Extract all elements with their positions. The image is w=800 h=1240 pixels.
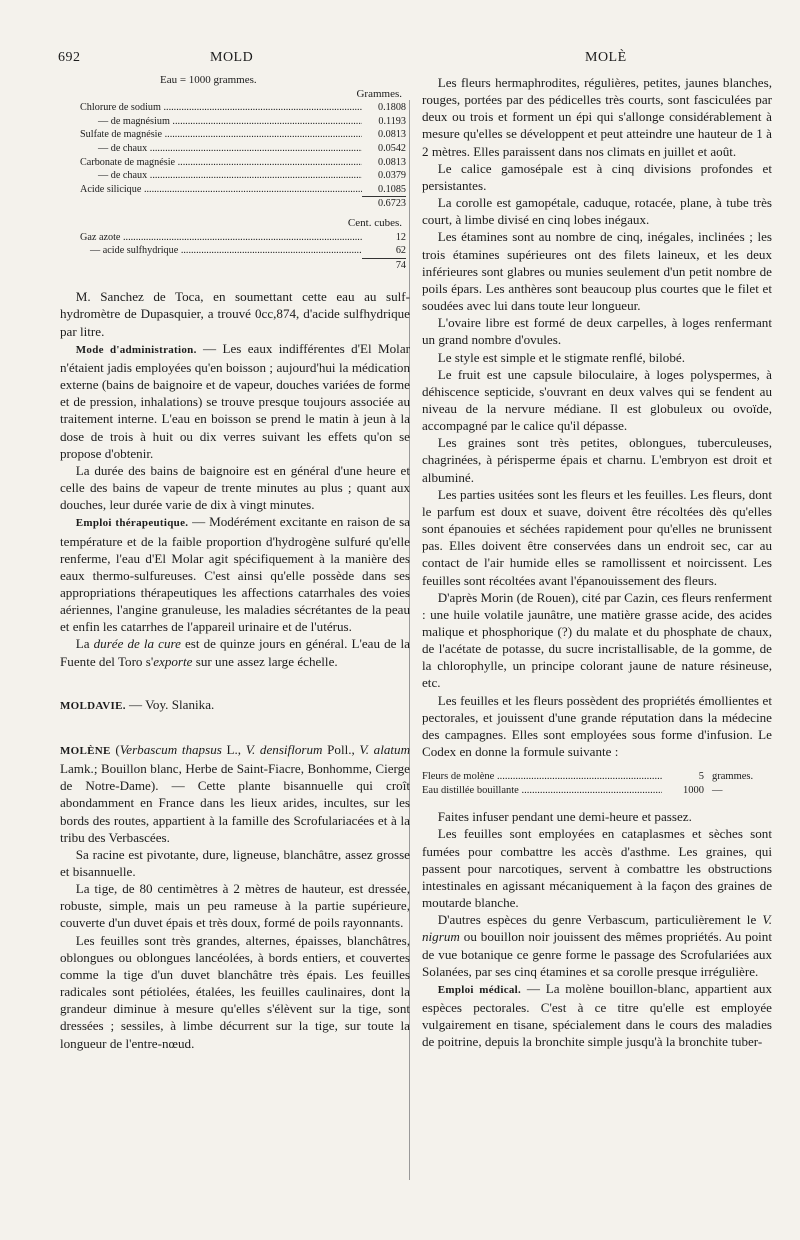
codex-formula (422, 770, 772, 798)
paragraph: La tige, de 80 centimètres à 2 mètres de hauteur, est dressée, robuste, simple, mais un peu rameuse à la partie supérieure, couverte d'un duvet épais et très doux, formé de poils rayonnants. (60, 881, 410, 931)
formula-row: Eau distillée bouillante ..... 1000 — (422, 784, 772, 798)
table-row: — de chaux ..... 0.0542 (80, 142, 406, 156)
paragraph: Le fruit est une capsule biloculaire, à loges polyspermes, à déhiscence septicide, s'ouvrant en deux valves qui se fendent au niveau de la nervure médiane. Il est globuleux ou ovoïde, accompagné par le calice qu'il dépasse. (422, 366, 772, 434)
paragraph: Les fleurs hermaphrodites, régulières, petites, jaunes blanches, rouges, portées par des pédicelles très courts, sont fasciculées par deux ou trois et forment un épi qui s'allonge considérablement à mesure qu'elles se développent et peut atteindre une hauteur de 1 à 2 mètres. Elles paraissent dans nos climats en juillet et août. (422, 75, 772, 159)
paragraph: Emploi médical. — La molène bouillon-blanc, appartient aux espèces pectorales. C'est à ce titre qu'elle est employée vulgairement en tisane, spécialement dans le cours des maladies de poitrine, depuis la bronchite simple jusqu'à la bronchite tuber- (422, 980, 772, 1050)
paragraph: D'autres espèces du genre Verbascum, particulièrement le V. nigrum ou bouillon noir jouissent des mêmes propriétés. Au point de vue botanique ce genre forme le passage des Scrofulariées aux Solanées, par ses cinq étamines et sa corolle presque irrégulière. (422, 912, 772, 979)
paragraph: Les étamines sont au nombre de cinq, inégales, inclinées ; les trois étamines supérieures ont des filets laineux, et les deux inférieures sont glabres ou munies seulement d'un petit nombre de poils épars. Les anthères sont beaucoup plus courtes que le filet et soudées avec lui dans toute leur longueur. (422, 229, 772, 314)
table-row: Acide silicique ..... 0.1085 (80, 183, 406, 197)
entry-heading: MOLDAVIE. (60, 699, 126, 712)
section-heading: Emploi médical. (437, 983, 522, 996)
paragraph: La durée de la cure est de quinze jours en général. L'eau de la Fuente del Toro s'exporte sur une assez large échelle. (60, 636, 410, 669)
running-head-right: MOLÈ (585, 50, 627, 65)
paragraph: Les graines sont très petites, oblongues, tuberculeuses, chagrinées, à périsperme épais et charnu. L'embryon est droit et albuminé. (422, 435, 772, 485)
table-row: Sulfate de magnésie ..... 0.0813 (80, 128, 406, 142)
table-unit-gas: Cent. cubes. (347, 216, 402, 229)
table-row: — acide sulfhydrique ..... 62 (80, 244, 406, 258)
paragraph: L'ovaire libre est formé de deux carpelles, à loges renfermant un grand nombre d'ovules. (422, 315, 772, 348)
table-row: — de chaux ..... 0.0379 (80, 169, 406, 183)
left-column (60, 74, 410, 1052)
paragraph: La corolle est gamopétale, caduque, rotacée, plane, à tube très court, à limbe divisé en cinq lobes inégaux. (422, 195, 772, 228)
paragraph: Mode d'administration. — Les eaux indifférentes d'El Molar n'étaient jadis employées qu'en boisson ; aujourd'hui la médication externe (bains de baignoire et de vapeur, douches variées de forme et de pression, inhalations) se trouve presque toujours associée au traitement interne. L'eau en boisson se prend le matin à jeun à la dose de trois à huit ou dix verres suivant les effets qu'on se propose d'obtenir. (60, 340, 410, 461)
paragraph: Les feuilles sont très grandes, alternes, épaisses, blanchâtres, oblongues ou oblongues lancéolées, à bords entiers, et couvertes comme la tige d'un duvet blanchâtre très épais. Les feuilles radicales sont pétiolées, étalées, les feuilles caulinaires, dont la grandeur diminue à mesure qu'elles s'élèvent sur la tige, sont dressées ; sessiles, à limbe décurrent sur la tige, sur toute la longueur de l'entre-nœud. (60, 932, 410, 1051)
section-heading: Mode d'administration. (75, 343, 197, 356)
page-number: 692 (58, 50, 81, 65)
paragraph: Les parties usitées sont les fleurs et les feuilles. Les fleurs, dont le parfum est doux et suave, doivent être récoltées dès qu'elles sont épanouies et séchées rapidement pour qu'elles ne brunissent pas. Elles doivent être conservées dans un endroit sec, car au contact de l'air humide elles se ramollissent et noircissent. Les feuilles sont récoltées avant l'épanouissement des fleurs. (422, 486, 772, 588)
formula-row: Fleurs de molène ..... 5 grammes. (422, 770, 772, 784)
table-total: 0.6723 (362, 196, 406, 211)
paragraph: D'après Morin (de Rouen), cité par Cazin, ces fleurs renferment : une huile volatile jaunâtre, une matière grasse acide, des acides malique et phosphorique (?) du malate et du phosphate de chaux, de l'acétate de potasse, du sucre incristallisable, de la gomme, de la chlorophylle, un principe colorant jaune de nature résineuse, etc. (422, 589, 772, 691)
paragraph: Les feuilles sont employées en cataplasmes et sèches sont fumées pour combattre les accès d'asthme. Les graines, qui passent pour narcotiques, servent à combattre les obstructions intestinales en agissant mécaniquement à la façon des graines de moutarde blanche. (422, 826, 772, 911)
paragraph: Le calice gamosépale est à cinq divisions profondes et persistantes. (422, 160, 772, 193)
table-row: Carbonate de magnésie ..... 0.0813 (80, 156, 406, 170)
table-row: Chlorure de sodium ..... 0.1808 (80, 101, 406, 115)
table-unit-grams: Grammes. (356, 87, 402, 100)
paragraph: Faites infuser pendant une demi-heure et passez. (437, 809, 692, 825)
table-gas-total: 74 (362, 258, 406, 273)
running-head-left: MOLD (210, 50, 254, 65)
entry-moldavie: MOLDAVIE. — Voy. Slanika. (60, 696, 215, 712)
section-heading: Emploi thérapeutique. (75, 517, 189, 530)
paragraph: M. Sanchez de Toca, en soumettant cette eau au sulf-hydromètre de Dupasquier, a trouvé 0cc,874, d'acide sulfhydrique par litre. (60, 289, 410, 339)
paragraph: Les feuilles et les fleurs possèdent des propriétés émollientes et pectorales, et jouissent d'une grande réputation dans la médecine des campagnes. Elles sont employées sous forme d'infusion. Le Codex en donne la formule suivante : (422, 692, 772, 760)
table-row: — de magnésium ..... 0.1193 (80, 115, 406, 129)
entry-molene: MOLÈNE (Verbascum thapsus L., V. densiflorum Poll., V. alatum Lamk.; Bouillon blanc, Herbe de Saint-Fiacre, Bonhomme, Cierge de Notre-Dame). — Cette plante bisannuelle qui croît abondamment en France dans les lieux arides, incultes, sur les bords des routes, appartient à la famille des Scrofulariacées et à la tribu des Verbascées. (60, 741, 411, 845)
composition-table (80, 74, 406, 272)
right-column (422, 74, 772, 1050)
entry-heading: MOLÈNE (60, 744, 111, 757)
paragraph: Le style est simple et le stigmate renflé, bilobé. (437, 349, 685, 365)
table-caption: Eau = 1000 grammes. (160, 74, 257, 86)
paragraph: Sa racine est pivotante, dure, ligneuse, blanchâtre, assez grosse et bisannuelle. (60, 846, 410, 879)
table-row: Gaz azote ..... 12 (80, 231, 406, 245)
paragraph: Emploi thérapeutique. — Modérément excitante en raison de sa température et de la faible proportion d'hydrogène sulfuré qu'elle renferme, l'eau d'El Molar agit spécifiquement à la manière des eaux thermo-sulfureuses. C'est ainsi qu'elle possède dans ses appropriations thérapeutiques les affections catarrhales des voies aériennes, l'angine granuleuse, les maladies sécrétantes de la peau et enfin les catarrhes de l'appareil urinaire et de l'utérus. (60, 514, 410, 635)
paragraph: La durée des bains de baignoire est en général d'une heure et celle des bains de vapeur de trente minutes au plus ; quant aux douches, leur durée varie de dix à vingt minutes. (60, 462, 410, 513)
